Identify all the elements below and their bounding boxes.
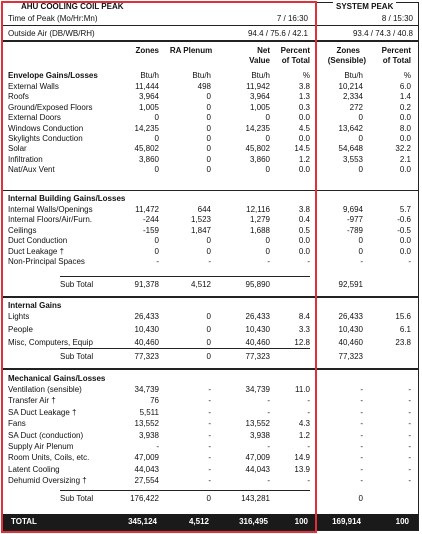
cell-sys-zones: -: [360, 430, 363, 440]
cell-zones: 0: [154, 134, 159, 143]
cell-sys-zones: -: [360, 476, 363, 486]
cell-sys-pct: 0.0: [399, 134, 411, 143]
cell-sys-zones: 54,648: [338, 144, 363, 154]
cell-sys-pct: 15.6: [395, 312, 411, 321]
cell-sys-zones: 3,553: [342, 154, 363, 164]
col-ra-plenum: RA Plenum: [169, 46, 213, 55]
total-pct: 100: [294, 517, 308, 526]
cell-sys-zones: -: [360, 453, 363, 463]
subtotal-net: 95,890: [245, 280, 270, 289]
row-label: Ground/Exposed Floors: [8, 102, 93, 112]
cell-ra-plenum: 0: [206, 102, 211, 112]
unit-ra-plenum: Btu/h: [192, 71, 211, 80]
row-label: SA Duct (conduction): [8, 430, 84, 440]
cell-pct: -: [307, 442, 310, 451]
cell-pct: 0.0: [298, 246, 310, 256]
cell-sys-zones: 10,430: [338, 325, 363, 334]
cell-pct: 0.0: [298, 165, 310, 175]
cell-sys-zones: 40,460: [338, 338, 363, 347]
cell-sys-pct: 6.0: [399, 82, 411, 91]
subtotal-sys-zones: 92,591: [338, 280, 363, 289]
cell-net: 1,279: [249, 215, 270, 225]
cell-sys-pct: -0.5: [397, 225, 411, 235]
row-label: Internal Walls/Openings: [8, 205, 93, 214]
cell-ra-plenum: -: [208, 464, 211, 474]
cell-ra-plenum: -: [208, 419, 211, 429]
cell-net: -: [267, 407, 270, 417]
total-zones: 345,124: [128, 517, 157, 526]
cell-zones: 14,235: [134, 123, 159, 133]
cell-pct: 12.8: [294, 338, 310, 347]
cell-net: 3,860: [249, 154, 270, 164]
ahu-peak-title: AHU COOLING COIL PEAK: [18, 2, 127, 12]
cell-net: 47,009: [245, 453, 270, 463]
subtotal-ra-plenum: 0: [206, 352, 211, 361]
cell-pct: 1.2: [298, 154, 310, 164]
cell-sys-pct: -: [408, 430, 411, 440]
cell-pct: 1.2: [298, 430, 310, 440]
cell-sys-pct: -: [408, 407, 411, 417]
cell-sys-pct: 32.2: [395, 144, 411, 154]
outside-air-ahu: 94.4 / 75.6 / 42.1: [247, 29, 308, 38]
cell-net: 34,739: [245, 385, 270, 394]
subtotal-ra-plenum: 4,512: [190, 280, 211, 289]
cell-net: -: [267, 442, 270, 451]
cell-net: 40,460: [245, 338, 270, 347]
cell-net: 0: [265, 134, 270, 143]
cell-zones: 44,043: [134, 464, 159, 474]
section-divider: [3, 368, 418, 370]
cell-sys-zones: -977: [346, 215, 363, 225]
row-label: Duct Conduction: [8, 236, 68, 246]
cell-zones: 45,802: [134, 144, 159, 154]
cell-zones: 34,739: [134, 385, 159, 394]
subtotal-rule: [60, 276, 310, 277]
cell-sys-zones: -: [360, 419, 363, 429]
unit-pct: %: [302, 71, 310, 80]
cell-zones: -159: [142, 225, 159, 235]
subtotal-zones: 176,422: [130, 494, 159, 503]
cell-sys-pct: -: [408, 396, 411, 406]
cell-pct: -: [307, 407, 310, 417]
cell-zones: 26,433: [134, 312, 159, 321]
cell-ra-plenum: 0: [206, 123, 211, 133]
unit-net: Btu/h: [251, 71, 270, 80]
row-label: Ventilation (sensible): [8, 385, 82, 394]
row-label: People: [8, 325, 33, 334]
cell-sys-pct: 0.0: [399, 246, 411, 256]
total-bar: [3, 514, 418, 530]
row-label: Lights: [8, 312, 30, 321]
cell-net: 3,964: [249, 92, 270, 102]
cell-sys-zones: -: [360, 385, 363, 394]
row-label: External Doors: [8, 113, 61, 123]
cell-sys-pct: 0.2: [399, 102, 411, 112]
cell-sys-zones: 0: [358, 134, 363, 143]
cell-sys-zones: 0: [358, 113, 363, 123]
cell-ra-plenum: 498: [197, 82, 211, 91]
cell-sys-pct: -: [408, 442, 411, 451]
cell-zones: 0: [154, 246, 159, 256]
cell-pct: 0.5: [298, 225, 310, 235]
cell-ra-plenum: 0: [206, 236, 211, 246]
cell-pct: 3.3: [298, 325, 310, 334]
section-title: Internal Gains: [8, 301, 62, 310]
cell-ra-plenum: 0: [206, 113, 211, 123]
cell-ra-plenum: 0: [206, 92, 211, 102]
cell-pct: 0.0: [298, 236, 310, 246]
cell-sys-zones: 0: [358, 236, 363, 246]
cell-ra-plenum: 0: [206, 144, 211, 154]
cell-net: 0: [265, 113, 270, 123]
cell-sys-zones: 10,214: [338, 82, 363, 91]
section-divider: [3, 296, 418, 298]
total-ra-plenum: 4,512: [188, 517, 209, 526]
cell-net: 0: [265, 236, 270, 246]
cell-zones: 40,460: [134, 338, 159, 347]
cell-zones: 27,554: [134, 476, 159, 486]
cell-sys-pct: -: [408, 419, 411, 429]
cell-zones: 0: [154, 113, 159, 123]
col-net-2: Value: [249, 56, 270, 65]
cell-zones: 3,860: [138, 154, 159, 164]
subtotal-net: 77,323: [245, 352, 270, 361]
cell-zones: 3,964: [138, 92, 159, 102]
row-label: Infiltration: [8, 154, 43, 164]
row-label: Roofs: [8, 92, 29, 102]
col-sys-pct-2: of Total: [382, 56, 411, 65]
col-net-1: Net: [257, 46, 270, 55]
cell-ra-plenum: 1,523: [190, 215, 211, 225]
cell-sys-zones: -: [360, 442, 363, 451]
row-label: Windows Conduction: [8, 123, 84, 133]
subtotal-label: Sub Total: [60, 494, 94, 503]
cell-ra-plenum: 0: [206, 338, 211, 347]
total-net: 316,495: [239, 517, 268, 526]
section-divider: [3, 190, 418, 191]
cell-pct: 0.4: [298, 215, 310, 225]
section-title: Internal Building Gains/Losses: [8, 194, 126, 203]
row-label: Latent Cooling: [8, 464, 60, 474]
time-of-peak-system: 8 / 15:30: [381, 14, 413, 23]
cell-pct: -: [307, 257, 310, 266]
cell-zones: 10,430: [134, 325, 159, 334]
system-peak-title: SYSTEM PEAK: [333, 2, 396, 12]
cell-ra-plenum: 0: [206, 325, 211, 334]
section-title: Envelope Gains/Losses: [8, 71, 98, 80]
row-label: Non-Principal Spaces: [8, 257, 85, 266]
subtotal-sys-zones: 77,323: [338, 352, 363, 361]
cell-sys-pct: 1.4: [399, 92, 411, 102]
cell-zones: 0: [154, 236, 159, 246]
cell-net: 10,430: [245, 325, 270, 334]
cell-sys-pct: -: [408, 257, 411, 266]
subtotal-zones: 77,323: [134, 352, 159, 361]
cell-net: 3,938: [249, 430, 270, 440]
cell-sys-zones: -789: [346, 225, 363, 235]
cell-ra-plenum: -: [208, 453, 211, 463]
cell-zones: 11,444: [135, 82, 159, 91]
time-of-peak-label: Time of Peak (Mo/Hr:Mn): [8, 14, 98, 23]
cell-sys-zones: -: [360, 407, 363, 417]
row-label: Internal Floors/Air/Furn.: [8, 215, 93, 225]
cell-pct: 0.0: [298, 113, 310, 123]
cell-net: 44,043: [245, 464, 270, 474]
cell-pct: 3.8: [298, 205, 310, 214]
row-label: Ceilings: [8, 225, 37, 235]
cell-zones: -: [156, 257, 159, 266]
cell-zones: 0: [154, 165, 159, 175]
cell-sys-zones: 26,433: [338, 312, 363, 321]
cell-ra-plenum: -: [208, 385, 211, 394]
row-label: Transfer Air †: [8, 396, 56, 406]
cell-sys-zones: -: [360, 396, 363, 406]
row-label: Room Units, Coils, etc.: [8, 453, 90, 463]
cell-sys-pct: -0.6: [397, 215, 411, 225]
cell-sys-pct: 0.0: [399, 236, 411, 246]
cell-net: 1,005: [249, 102, 270, 112]
cell-sys-pct: -: [408, 476, 411, 486]
subtotal-label: Sub Total: [60, 280, 94, 289]
outside-air-system: 93.4 / 74.3 / 40.8: [352, 29, 413, 38]
subtotal-rule: [60, 490, 310, 491]
cell-sys-zones: 272: [349, 102, 363, 112]
cell-ra-plenum: -: [208, 442, 211, 451]
col-sys-pct-1: Percent: [381, 46, 411, 55]
cell-ra-plenum: 0: [206, 165, 211, 175]
cell-sys-zones: 0: [358, 165, 363, 175]
cell-sys-zones: -: [360, 464, 363, 474]
cell-net: 45,802: [245, 144, 270, 154]
cell-zones: 47,009: [134, 453, 159, 463]
cell-net: -: [267, 257, 270, 266]
cell-net: 26,433: [245, 312, 270, 321]
cell-net: -: [267, 476, 270, 486]
cell-zones: 1,005: [138, 102, 159, 112]
col-pct-1: Percent: [280, 46, 310, 55]
row-label: Fans: [8, 419, 26, 429]
col-sys-zones-2: (Sensible): [327, 56, 366, 65]
cell-sys-pct: 23.8: [395, 338, 411, 347]
unit-zones: Btu/h: [140, 71, 159, 80]
row-label: Skylights Conduction: [8, 134, 83, 143]
cell-net: 13,552: [245, 419, 270, 429]
total-sys-pct: 100: [395, 517, 409, 526]
cell-pct: 3.8: [298, 82, 310, 91]
cell-sys-pct: -: [408, 464, 411, 474]
cell-sys-pct: 5.7: [399, 205, 411, 214]
cell-ra-plenum: -: [208, 407, 211, 417]
cell-pct: -: [307, 476, 310, 486]
row-label: Misc, Computers, Equip: [8, 338, 93, 347]
subtotal-net: 143,281: [241, 494, 270, 503]
cell-sys-pct: 6.1: [399, 325, 411, 334]
cell-zones: 5,511: [139, 407, 159, 417]
cell-sys-zones: 13,642: [338, 123, 363, 133]
row-label: Dehumid Oversizing †: [8, 476, 87, 486]
subtotal-ra-plenum: 0: [206, 494, 211, 503]
cell-zones: -: [156, 442, 159, 451]
row-label: Nat/Aux Vent: [8, 165, 55, 175]
cell-net: 11,942: [246, 82, 270, 91]
cell-ra-plenum: 0: [206, 312, 211, 321]
cell-net: 1,688: [249, 225, 270, 235]
subtotal-rule: [60, 348, 310, 349]
cell-ra-plenum: 0: [206, 154, 211, 164]
cell-zones: 3,938: [138, 430, 159, 440]
row-label: SA Duct Leakage †: [8, 407, 77, 417]
cell-pct: 8.4: [298, 312, 310, 321]
time-of-peak-ahu: 7 / 16:30: [276, 14, 308, 23]
cell-sys-pct: -: [408, 385, 411, 394]
cell-ra-plenum: -: [208, 430, 211, 440]
row-label: External Walls: [8, 82, 59, 91]
cell-net: -: [267, 396, 270, 406]
cell-sys-pct: 8.0: [399, 123, 411, 133]
cell-sys-zones: 2,334: [342, 92, 363, 102]
subtotal-label: Sub Total: [60, 352, 94, 361]
cell-ra-plenum: 644: [197, 205, 211, 214]
cell-ra-plenum: 0: [206, 246, 211, 256]
unit-sys-pct: %: [403, 71, 411, 80]
cell-sys-zones: -: [360, 257, 363, 266]
header-bottom-rule: [3, 40, 418, 42]
section-title: Mechanical Gains/Losses: [8, 374, 106, 383]
cell-pct: 4.5: [298, 123, 310, 133]
cell-pct: 4.3: [298, 419, 310, 429]
cell-net: 0: [265, 165, 270, 175]
total-sys-zones: 169,914: [332, 517, 361, 526]
cell-sys-pct: 0.0: [399, 113, 411, 123]
cell-zones: 11,472: [135, 205, 159, 214]
cell-ra-plenum: 0: [206, 134, 211, 143]
cell-sys-zones: 0: [358, 246, 363, 256]
cell-pct: 14.5: [294, 144, 310, 154]
row-label: Solar: [8, 144, 27, 154]
cell-pct: 0.3: [298, 102, 310, 112]
col-zones: Zones: [135, 46, 159, 55]
cell-ra-plenum: -: [208, 396, 211, 406]
header-divider: [3, 25, 418, 26]
unit-sys-zones: Btu/h: [344, 71, 363, 80]
row-label: Supply Air Plenum: [8, 442, 74, 451]
cell-net: 12,116: [246, 205, 270, 214]
cell-pct: 14.9: [294, 453, 310, 463]
cell-net: 0: [265, 246, 270, 256]
cell-pct: -: [307, 396, 310, 406]
cell-sys-pct: 2.1: [399, 154, 411, 164]
cell-zones: 13,552: [134, 419, 159, 429]
outside-air-label: Outside Air (DB/WB/RH): [8, 29, 95, 38]
cell-ra-plenum: -: [208, 257, 211, 266]
cell-zones: -244: [142, 215, 159, 225]
total-label: TOTAL: [11, 517, 37, 526]
cell-pct: 13.9: [294, 464, 310, 474]
cell-pct: 1.3: [298, 92, 310, 102]
cell-pct: 0.0: [298, 134, 310, 143]
cell-pct: 11.0: [295, 385, 310, 394]
subtotal-sys-zones: 0: [358, 494, 363, 503]
cell-sys-pct: 0.0: [399, 165, 411, 175]
cell-ra-plenum: -: [208, 476, 211, 486]
col-sys-zones-1: Zones: [336, 46, 360, 55]
col-pct-2: of Total: [281, 56, 310, 65]
cell-zones: 76: [150, 396, 159, 406]
cell-net: 14,235: [245, 123, 270, 133]
cell-sys-zones: 9,694: [342, 205, 363, 214]
column-divider: [315, 3, 316, 530]
row-label: Duct Leakage †: [8, 246, 65, 256]
cell-ra-plenum: 1,847: [190, 225, 211, 235]
cell-sys-pct: -: [408, 453, 411, 463]
subtotal-zones: 91,378: [134, 280, 159, 289]
